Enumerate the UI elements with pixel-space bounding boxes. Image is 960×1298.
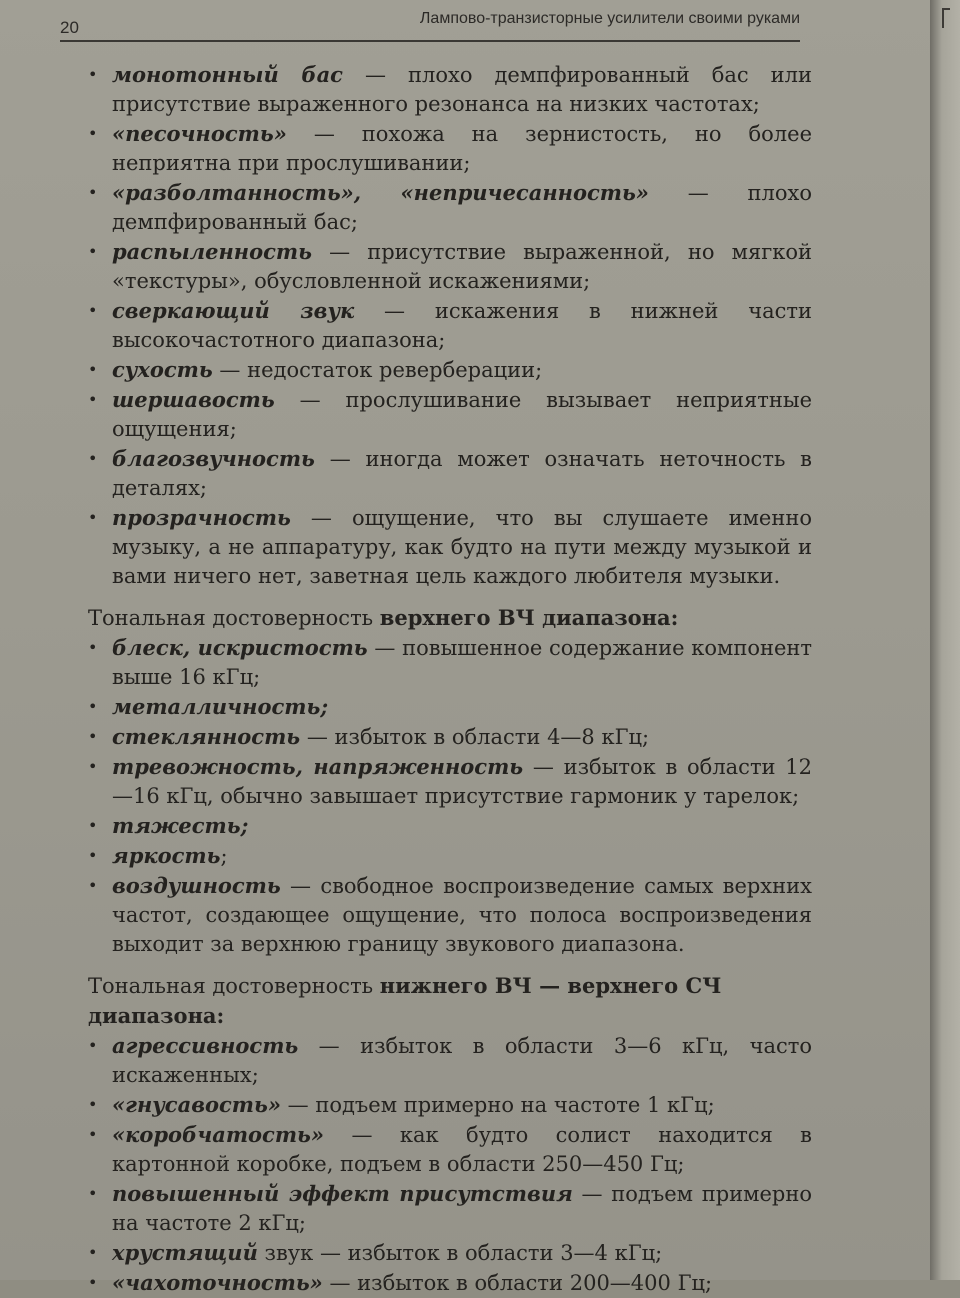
- section-heading-lower-hf-upper-mid: [88, 971, 812, 1031]
- term: сухость: [112, 357, 213, 382]
- list-item: [88, 444, 812, 503]
- term: «коробчатость»: [112, 1122, 325, 1147]
- list-item: [88, 1268, 812, 1298]
- bullet-icon: •: [88, 360, 98, 379]
- term-definition: — присутствие выраженной, но мягкой «текстуры», обусловленной искажениями;: [112, 240, 812, 293]
- bullet-icon: •: [88, 697, 98, 716]
- list-item: [88, 1090, 812, 1120]
- term-definition: ;: [220, 844, 228, 868]
- term-definition: — подъем примерно на частоте 1 кГц;: [280, 1093, 715, 1117]
- term: яркость: [112, 843, 221, 868]
- term-list-3: [88, 1031, 812, 1298]
- page-content: [88, 60, 812, 1298]
- term-definition: — подъем примерно на частоте 2 кГц;: [112, 1182, 812, 1235]
- bullet-icon: •: [88, 301, 98, 320]
- list-item: [88, 871, 812, 959]
- term-definition: — как будто солист находится в картонной коробке, подъем в области 250—450 Гц;: [112, 1123, 812, 1176]
- term: «песочность»: [112, 121, 287, 146]
- term-definition: — плохо демпфированный бас;: [112, 181, 812, 234]
- bullet-icon: •: [88, 183, 98, 202]
- bullet-icon: •: [88, 1125, 98, 1144]
- term-definition: звук — избыток в области 3—4 кГц;: [257, 1241, 663, 1265]
- list-item: [88, 296, 812, 355]
- section-heading-lead: Тональная достоверность: [88, 606, 380, 630]
- term-definition: — повышенное содержание компонент выше 16 кГц;: [112, 636, 813, 689]
- term-definition: — плохо демпфированный бас или присутствие выраженного резонанса на низких частотах;: [112, 63, 813, 116]
- bullet-icon: •: [88, 390, 98, 409]
- term: хрустящий: [112, 1240, 258, 1265]
- section-heading-upper-hf: [88, 603, 812, 633]
- next-page-edge: [930, 0, 960, 1280]
- term-definition: — избыток в области 3—6 кГц, часто искаженных;: [112, 1034, 812, 1087]
- list-item: [88, 722, 812, 752]
- bullet-icon: •: [88, 1273, 98, 1292]
- list-item: [88, 1238, 812, 1268]
- bullet-icon: •: [88, 449, 98, 468]
- term: шершавость: [112, 387, 275, 412]
- term-definition: — прослушивание вызывает неприятные ощущения;: [112, 388, 812, 441]
- term: «разболтанность», «непричесанность»: [112, 180, 649, 205]
- term: тяжесть;: [112, 813, 249, 838]
- list-item: [88, 1031, 812, 1090]
- term: металличность;: [112, 694, 329, 719]
- term-definition: — иногда может означать неточность в деталях;: [112, 447, 812, 500]
- term: воздушность: [112, 873, 281, 898]
- term-definition: — избыток в области 4—8 кГц;: [300, 725, 650, 749]
- bullet-icon: •: [88, 508, 98, 527]
- list-item: [88, 119, 812, 178]
- list-item: [88, 841, 812, 871]
- list-item: [88, 60, 812, 119]
- running-title: Лампово-транзисторные усилители своими руками: [419, 10, 800, 27]
- term: сверкающий звук: [112, 298, 355, 323]
- list-item: [88, 1179, 812, 1238]
- list-item: [88, 503, 812, 591]
- section-heading-lead: Тональная достоверность: [88, 974, 380, 998]
- term: блеск, искристость: [112, 635, 368, 660]
- bullet-icon: •: [88, 876, 98, 895]
- term: повышенный эффект присутствия: [112, 1181, 573, 1206]
- term: тревожность, напряженность: [112, 754, 524, 779]
- list-item: [88, 385, 812, 444]
- bullet-icon: •: [88, 1243, 98, 1262]
- term-definition: — недостаток реверберации;: [212, 358, 543, 382]
- bullet-icon: •: [88, 816, 98, 835]
- term: прозрачность: [112, 505, 291, 530]
- term-definition: — ощущение, что вы слушаете именно музыку, а не аппаратуру, как будто на пути между музыкой и вами ничего нет, заветная цель каждого любителя музыки.: [112, 506, 812, 588]
- term: «гнусавость»: [112, 1092, 281, 1117]
- list-item: [88, 811, 812, 841]
- bullet-icon: •: [88, 727, 98, 746]
- section-heading-bold: верхнего ВЧ диапазона:: [379, 605, 679, 630]
- bullet-icon: •: [88, 757, 98, 776]
- bullet-icon: •: [88, 1095, 98, 1114]
- list-item: [88, 633, 812, 692]
- term: агрессивность: [112, 1033, 299, 1058]
- list-item: [88, 1120, 812, 1179]
- term: благозвучность: [112, 446, 315, 471]
- term: «чахоточность»: [112, 1270, 323, 1295]
- next-page-header-mark: [942, 8, 950, 28]
- list-item: [88, 178, 812, 237]
- term: стеклянность: [112, 724, 301, 749]
- bullet-icon: •: [88, 242, 98, 261]
- term-definition: — похожа на зернистость, но более неприятна при прослушивании;: [112, 122, 812, 175]
- term-definition: — свободное воспроизведение самых верхних частот, создающее ощущение, что полоса воспроизведения выходит за верхнюю границу звукового диапазона.: [112, 874, 812, 956]
- bullet-icon: •: [88, 124, 98, 143]
- list-item: [88, 692, 812, 722]
- page-number: 20: [60, 18, 79, 37]
- term-definition: — избыток в области 200—400 Гц;: [322, 1271, 713, 1295]
- term-definition: — избыток в области 12—16 кГц, обычно завышает присутствие гармоник у тарелок;: [112, 755, 812, 808]
- bullet-icon: •: [88, 1184, 98, 1203]
- term: монотонный бас: [112, 62, 343, 87]
- term-definition: — искажения в нижней части высокочастотного диапазона;: [112, 299, 813, 352]
- section-heading-bold: нижнего ВЧ — верхнего СЧ диапазона:: [88, 973, 722, 1028]
- term-list-1: [88, 60, 812, 591]
- bullet-icon: •: [88, 65, 98, 84]
- bullet-icon: •: [88, 1036, 98, 1055]
- term: распыленность: [112, 239, 312, 264]
- list-item: [88, 355, 812, 385]
- page-header: [60, 4, 800, 42]
- bullet-icon: •: [88, 638, 98, 657]
- list-item: [88, 752, 812, 811]
- term-list-2: [88, 633, 812, 959]
- list-item: [88, 237, 812, 296]
- bullet-icon: •: [88, 846, 98, 865]
